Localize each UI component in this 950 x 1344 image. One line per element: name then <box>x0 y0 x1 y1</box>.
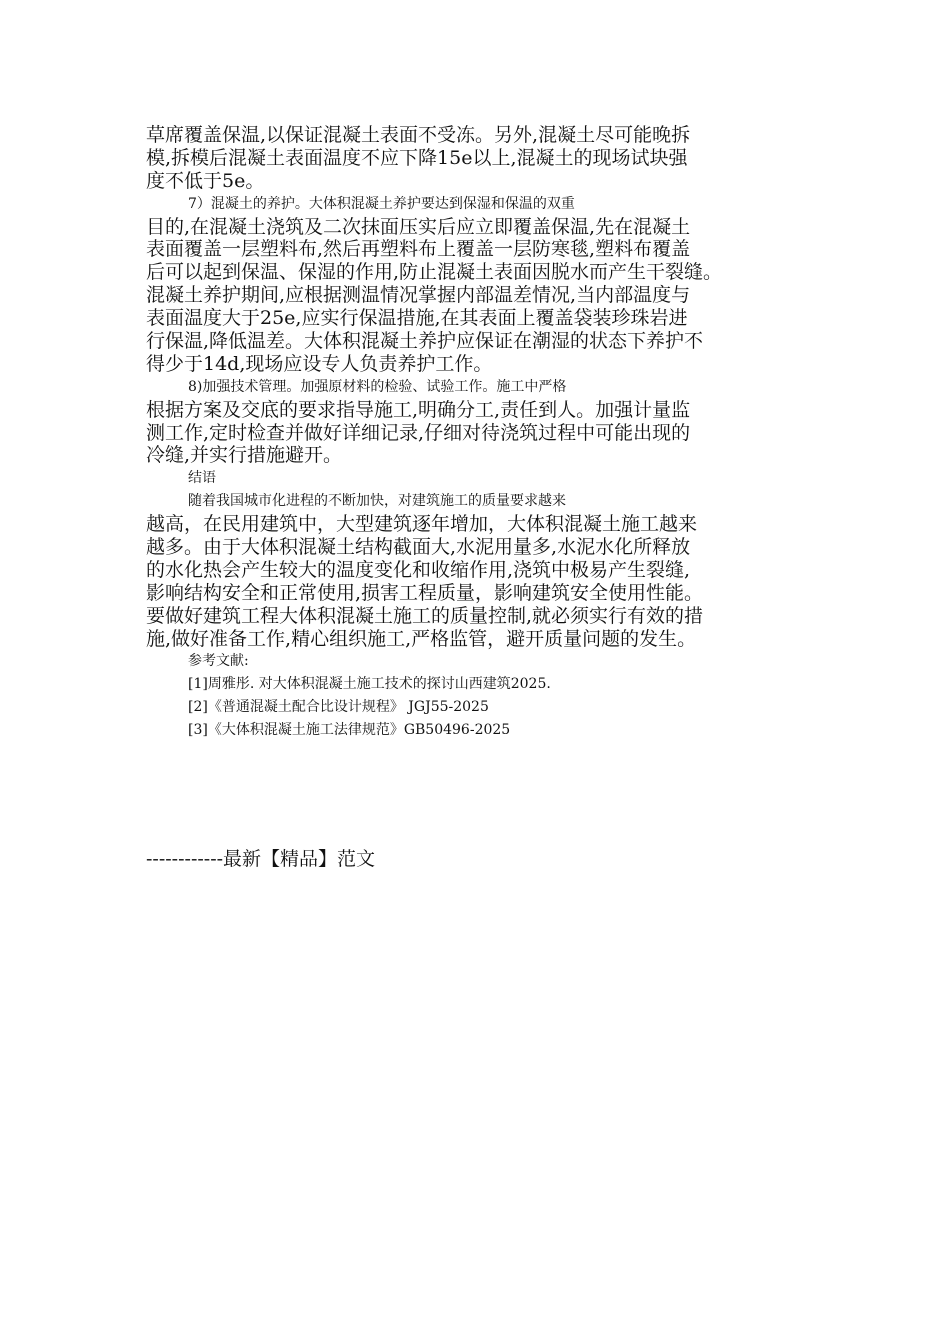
text-line: 7）混凝土的养护。大体积混凝土养护要达到保湿和保温的双重 <box>188 195 575 212</box>
text-line: 根据方案及交底的要求指导施工,明确分工,责任到人。加强计量监 <box>146 398 691 421</box>
text-line: 施,做好准备工作,精心组织施工,严格监管，避开质量问题的发生。 <box>146 627 697 650</box>
text-line: 目的,在混凝土浇筑及二次抹面压实后应立即覆盖保温,先在混凝土 <box>146 215 691 238</box>
text-line: [2]《普通混凝土配合比设计规程》 JGJ55-2025 <box>188 699 489 716</box>
text-line: 参考文献: <box>188 653 249 670</box>
text-line: 表面覆盖一层塑料布,然后再塑料布上覆盖一层防寒毯,塑料布覆盖 <box>146 238 691 261</box>
document-body <box>146 124 818 742</box>
text-line: [3]《大体积混凝土施工法律规范》GB50496-2025 <box>188 722 511 739</box>
text-line: 影响结构安全和正常使用,损害工程质量，影响建筑安全使用性能。 <box>146 581 704 604</box>
text-line: 结语 <box>188 470 216 487</box>
text-line: 得少于14d,现场应设专人负责养护工作。 <box>146 352 493 375</box>
text-line: 随着我国城市化进程的不断加快，对建筑施工的质量要求越来 <box>188 493 566 510</box>
text-line: 草席覆盖保温,以保证混凝土表面不受冻。另外,混凝土尽可能晚拆 <box>146 124 691 146</box>
text-line: 后可以起到保温、保湿的作用,防止混凝土表面因脱水而产生干裂缝。 <box>146 261 723 284</box>
text-line: 测工作,定时检查并做好详细记录,仔细对待浇筑过程中可能出现的 <box>146 421 691 444</box>
text-line: 越高，在民用建筑中，大型建筑逐年增加，大体积混凝土施工越来 <box>146 513 698 536</box>
text-line: 度不低于5e。 <box>146 169 265 192</box>
text-line: [1]周雅彤. 对大体积混凝土施工技术的探讨山西建筑2025. <box>188 676 551 693</box>
text-line: 要做好建筑工程大体积混凝土施工的质量控制,就必须实行有效的措 <box>146 604 704 627</box>
page-footer: ------------最新【精品】范文 <box>146 848 376 870</box>
text-line: 混凝土养护期间,应根据测温情况掌握内部温差情况,当内部温度与 <box>146 284 691 307</box>
text-line: 冷缝,并实行措施避开。 <box>146 444 343 467</box>
text-line: 8)加强技术管理。加强原材料的检验、试验工作。施工中严格 <box>188 378 567 395</box>
text-line: 的水化热会产生较大的温度变化和收缩作用,浇筑中极易产生裂缝, <box>146 558 691 581</box>
text-line: 表面温度大于25e,应实行保温措施,在其表面上覆盖袋装珍珠岩进 <box>146 307 688 330</box>
text-line: 越多。由于大体积混凝土结构截面大,水泥用量多,水泥水化所释放 <box>146 536 691 559</box>
text-line: 模,拆模后混凝土表面温度不应下降15e以上,混凝土的现场试块强 <box>146 146 688 169</box>
text-line: 行保温,降低温差。大体积混凝土养护应保证在潮湿的状态下养护不 <box>146 330 704 353</box>
